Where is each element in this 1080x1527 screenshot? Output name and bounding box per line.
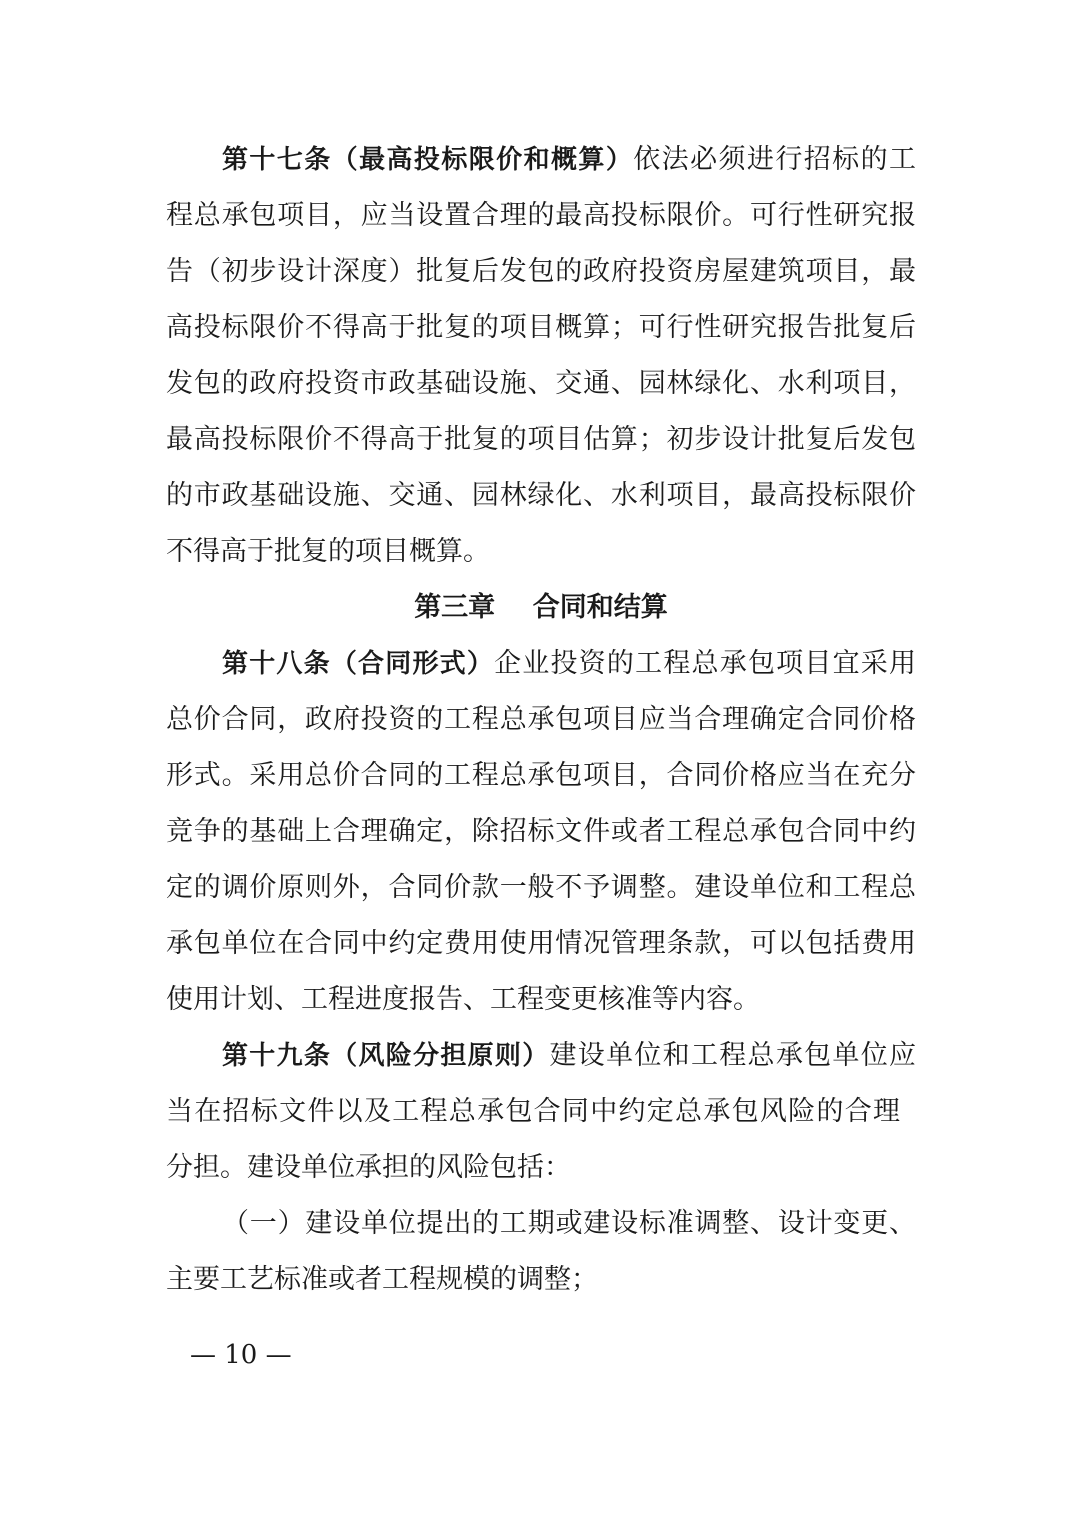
article-19-line-3: 分担。建设单位承担的风险包括： [166,1152,571,1183]
article-17-text: 依法必须进行招标的工 [633,144,916,175]
article-18-line-7: 使用计划、工程进度报告、工程变更核准等内容。 [166,984,760,1015]
article-19-text: 建设单位和工程总承包单位应 [549,1040,916,1071]
article-17-line-7: 的市政基础设施、交通、园林绿化、水利项目，最高投标限价 [166,480,916,511]
article-18-line-3: 形式。采用总价合同的工程总承包项目，合同价格应当在充分 [166,760,916,791]
article-18-heading: 第十八条（合同形式） [222,649,495,679]
article-17-line-4: 高投标限价不得高于批复的项目概算；可行性研究报告批复后 [166,312,916,343]
article-17-line-5: 发包的政府投资市政基础设施、交通、园林绿化、水利项目， [166,368,916,399]
article-19-heading: 第十九条（风险分担原则） [222,1041,550,1071]
article-18-line-4: 竞争的基础上合理确定，除招标文件或者工程总承包合同中约 [166,816,916,847]
item-1-line-2: 主要工艺标准或者工程规模的调整； [166,1264,598,1295]
article-19-line-1 [222,1036,916,1076]
article-17-line-6: 最高投标限价不得高于批复的项目估算；初步设计批复后发包 [166,424,916,455]
article-18-line-5: 定的调价原则外，合同价款一般不予调整。建设单位和工程总 [166,872,916,903]
article-18-line-1 [222,644,916,684]
article-17-line-8: 不得高于批复的项目概算。 [166,536,490,567]
article-17-heading: 第十七条（最高投标限价和概算） [222,145,634,175]
article-18-text: 企业投资的工程总承包项目宜采用 [494,648,916,679]
article-17-line-3: 告（初步设计深度）批复后发包的政府投资房屋建筑项目，最 [166,256,916,287]
article-17-line-1 [222,140,916,180]
article-19-line-2: 当在招标文件以及工程总承包合同中约定总承包风险的合理 [166,1096,900,1127]
article-17-line-2: 程总承包项目，应当设置合理的最高投标限价。可行性研究报 [166,200,916,231]
item-1-line-1: （一）建设单位提出的工期或建设标准调整、设计变更、 [222,1208,916,1239]
chapter-heading: 第三章 合同和结算 [414,592,668,623]
article-18-line-6: 承包单位在合同中约定费用使用情况管理条款，可以包括费用 [166,928,916,959]
page-number: — 10 — [190,1340,292,1370]
article-18-line-2: 总价合同，政府投资的工程总承包项目应当合理确定合同价格 [166,704,916,735]
